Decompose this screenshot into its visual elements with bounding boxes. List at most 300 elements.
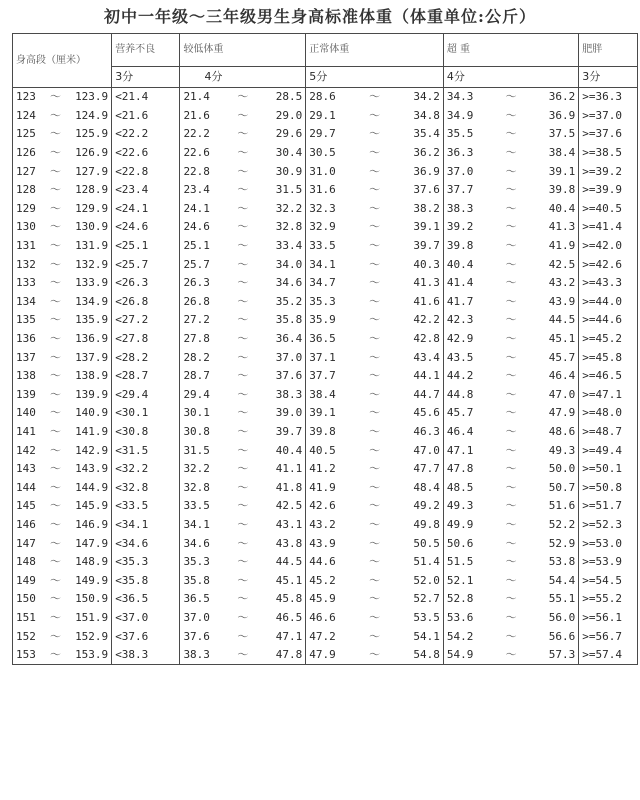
low-weight-cell-from: 37.6 — [183, 629, 210, 643]
range-separator: ～ — [237, 592, 249, 606]
height-range-cell — [13, 88, 112, 107]
malnutrition-cell: <21.6 — [112, 107, 180, 126]
overweight-cell — [443, 478, 578, 497]
range-separator: ～ — [237, 424, 249, 438]
normal-weight-cell — [306, 237, 444, 256]
malnutrition-score: 3分 — [112, 67, 180, 88]
table-row — [13, 386, 638, 405]
table-row — [13, 571, 638, 590]
table-row — [13, 609, 638, 628]
height-range-cell-to: 136.9 — [75, 332, 109, 346]
height-range-cell — [13, 423, 112, 442]
low-weight-cell-to: 41.1 — [275, 462, 303, 476]
normal-weight-cell-from: 41.2 — [309, 462, 336, 476]
normal-weight-cell-from: 29.1 — [309, 108, 336, 122]
normal-weight-cell-to: 53.5 — [413, 610, 440, 624]
obese-cell: >=44.6 — [579, 311, 638, 330]
malnutrition-cell: <25.7 — [112, 255, 180, 274]
obese-cell: >=38.5 — [579, 144, 638, 163]
obese-cell: >=46.5 — [579, 367, 638, 386]
range-separator: ～ — [237, 276, 249, 290]
obese-score: 3分 — [579, 67, 638, 88]
low-weight-cell — [180, 88, 306, 107]
overweight-cell-to: 39.8 — [548, 183, 576, 197]
overweight-cell-to: 45.7 — [548, 350, 576, 364]
overweight-cell-to: 41.9 — [548, 239, 576, 253]
height-range-cell — [13, 460, 112, 479]
overweight-cell-to: 52.9 — [548, 536, 576, 550]
normal-weight-cell-from: 43.9 — [309, 536, 336, 550]
malnutrition-cell: <30.8 — [112, 423, 180, 442]
table-row — [13, 237, 638, 256]
height-range-cell — [13, 367, 112, 386]
height-column-header: 身高段（厘米） — [13, 34, 112, 88]
normal-weight-cell — [306, 590, 444, 609]
normal-weight-cell-to: 41.3 — [413, 276, 440, 290]
normal-weight-cell-from: 45.2 — [309, 573, 336, 587]
obese-cell: >=52.3 — [579, 516, 638, 535]
height-range-cell-to: 147.9 — [75, 536, 109, 550]
low-weight-cell — [180, 255, 306, 274]
overweight-cell — [443, 497, 578, 516]
range-separator: ～ — [369, 573, 381, 587]
obese-cell: >=41.4 — [579, 218, 638, 237]
height-range-cell-from: 141 — [16, 424, 36, 438]
low-weight-cell — [180, 534, 306, 553]
low-weight-cell-from: 28.7 — [183, 369, 210, 383]
low-weight-cell-to: 43.1 — [275, 517, 303, 531]
normal-weight-cell — [306, 516, 444, 535]
range-separator: ～ — [237, 406, 249, 420]
low-weight-cell-from: 33.5 — [183, 499, 210, 513]
table-row — [13, 200, 638, 219]
height-range-cell-to: 138.9 — [75, 369, 109, 383]
overweight-cell-to: 47.9 — [548, 406, 576, 420]
overweight-cell-to: 56.6 — [548, 629, 576, 643]
low-weight-cell — [180, 162, 306, 181]
normal-weight-cell — [306, 553, 444, 572]
normal-weight-cell-to: 48.4 — [413, 480, 440, 494]
height-range-cell-from: 153 — [16, 648, 36, 662]
low-weight-cell — [180, 609, 306, 628]
range-separator: ～ — [369, 648, 381, 662]
normal-weight-cell-from: 35.3 — [309, 294, 336, 308]
obese-cell: >=50.1 — [579, 460, 638, 479]
overweight-cell-from: 51.5 — [446, 555, 474, 569]
normal-weight-cell-from: 36.5 — [309, 332, 336, 346]
overweight-cell — [443, 330, 578, 349]
obese-cell: >=39.2 — [579, 162, 638, 181]
height-range-cell-from: 128 — [16, 183, 36, 197]
normal-weight-cell-to: 47.0 — [413, 443, 440, 457]
normal-weight-cell-to: 54.1 — [413, 629, 440, 643]
overweight-cell-from: 42.9 — [446, 332, 474, 346]
table-row — [13, 88, 638, 107]
overweight-cell-from: 38.3 — [446, 201, 474, 215]
low-weight-cell-from: 27.2 — [183, 313, 210, 327]
overweight-cell-from: 42.3 — [446, 313, 474, 327]
low-weight-cell-to: 39.7 — [275, 424, 303, 438]
normal-weight-cell — [306, 311, 444, 330]
range-separator: ～ — [505, 462, 517, 476]
height-range-cell-to: 139.9 — [75, 387, 109, 401]
height-range-cell-to: 153.9 — [75, 648, 109, 662]
range-separator: ～ — [49, 499, 61, 513]
low-weight-column-header: 较低体重 — [180, 34, 306, 67]
normal-weight-cell-from: 30.5 — [309, 146, 336, 160]
overweight-cell-to: 54.4 — [548, 573, 576, 587]
range-separator: ～ — [49, 555, 61, 569]
obese-cell: >=45.2 — [579, 330, 638, 349]
overweight-cell-from: 44.2 — [446, 369, 474, 383]
height-range-cell-from: 150 — [16, 592, 36, 606]
table-row — [13, 348, 638, 367]
height-range-cell-from: 133 — [16, 276, 36, 290]
normal-weight-cell-to: 52.0 — [413, 573, 440, 587]
range-separator: ～ — [49, 480, 61, 494]
normal-weight-cell-from: 33.5 — [309, 239, 336, 253]
low-weight-cell — [180, 348, 306, 367]
height-range-cell-to: 131.9 — [75, 239, 109, 253]
low-weight-cell — [180, 274, 306, 293]
normal-weight-cell — [306, 460, 444, 479]
normal-weight-cell-to: 41.6 — [413, 294, 440, 308]
table-body — [13, 88, 638, 665]
range-separator: ～ — [237, 127, 249, 141]
table-row — [13, 441, 638, 460]
low-weight-cell-from: 38.3 — [183, 648, 210, 662]
normal-weight-cell-from: 39.1 — [309, 406, 336, 420]
normal-weight-cell-to: 37.6 — [413, 183, 440, 197]
malnutrition-cell: <35.8 — [112, 571, 180, 590]
overweight-cell-from: 45.7 — [446, 406, 474, 420]
overweight-cell-from: 34.3 — [446, 90, 474, 104]
low-weight-cell — [180, 367, 306, 386]
low-weight-cell — [180, 553, 306, 572]
height-range-cell — [13, 386, 112, 405]
range-separator: ～ — [505, 648, 517, 662]
low-weight-cell — [180, 590, 306, 609]
normal-weight-cell-from: 45.9 — [309, 592, 336, 606]
normal-weight-cell — [306, 255, 444, 274]
height-range-cell — [13, 144, 112, 163]
normal-weight-cell-from: 38.4 — [309, 387, 336, 401]
overweight-cell-to: 36.2 — [548, 90, 576, 104]
height-range-cell-to: 126.9 — [75, 146, 109, 160]
normal-weight-cell — [306, 627, 444, 646]
overweight-cell-to: 37.5 — [548, 127, 576, 141]
range-separator: ～ — [505, 536, 517, 550]
height-range-cell-from: 125 — [16, 127, 36, 141]
normal-weight-cell-from: 40.5 — [309, 443, 336, 457]
overweight-cell-from: 41.4 — [446, 276, 474, 290]
normal-weight-cell-from: 41.9 — [309, 480, 336, 494]
range-separator: ～ — [49, 536, 61, 550]
low-weight-cell — [180, 181, 306, 200]
low-weight-cell-from: 28.2 — [183, 350, 210, 364]
height-range-cell-from: 124 — [16, 108, 36, 122]
range-separator: ～ — [49, 183, 61, 197]
header-row — [13, 34, 638, 67]
normal-weight-cell-from: 29.7 — [309, 127, 336, 141]
height-range-cell-from: 123 — [16, 90, 36, 104]
height-range-cell-from: 132 — [16, 257, 36, 271]
range-separator: ～ — [505, 350, 517, 364]
normal-weight-cell-from: 28.6 — [309, 90, 336, 104]
height-range-cell — [13, 311, 112, 330]
overweight-cell — [443, 162, 578, 181]
height-range-cell-from: 135 — [16, 313, 36, 327]
overweight-cell-from: 36.3 — [446, 146, 474, 160]
malnutrition-cell: <31.5 — [112, 441, 180, 460]
height-range-cell — [13, 107, 112, 126]
normal-weight-cell — [306, 107, 444, 126]
low-weight-cell-from: 34.6 — [183, 536, 210, 550]
low-weight-cell-from: 22.2 — [183, 127, 210, 141]
low-weight-cell — [180, 516, 306, 535]
range-separator: ～ — [505, 257, 517, 271]
height-range-cell-to: 146.9 — [75, 517, 109, 531]
range-separator: ～ — [237, 555, 249, 569]
overweight-cell — [443, 255, 578, 274]
overweight-cell — [443, 367, 578, 386]
overweight-cell-from: 39.2 — [446, 220, 474, 234]
overweight-cell — [443, 181, 578, 200]
height-range-cell — [13, 181, 112, 200]
height-range-cell — [13, 516, 112, 535]
low-weight-cell — [180, 311, 306, 330]
overweight-cell-from: 44.8 — [446, 387, 474, 401]
range-separator: ～ — [237, 387, 249, 401]
low-weight-cell — [180, 218, 306, 237]
normal-weight-cell-from: 47.9 — [309, 648, 336, 662]
height-range-cell-from: 136 — [16, 332, 36, 346]
height-range-cell — [13, 218, 112, 237]
obese-cell: >=39.9 — [579, 181, 638, 200]
height-range-cell-to: 143.9 — [75, 462, 109, 476]
table-row — [13, 107, 638, 126]
range-separator: ～ — [49, 387, 61, 401]
table-row — [13, 646, 638, 665]
range-separator: ～ — [369, 294, 381, 308]
low-weight-cell-from: 36.5 — [183, 592, 210, 606]
obese-cell: >=43.3 — [579, 274, 638, 293]
normal-weight-cell-from: 32.3 — [309, 201, 336, 215]
range-separator: ～ — [505, 369, 517, 383]
malnutrition-cell: <21.4 — [112, 88, 180, 107]
overweight-cell — [443, 423, 578, 442]
weight-standard-table — [12, 33, 638, 665]
range-separator: ～ — [237, 90, 249, 104]
range-separator: ～ — [49, 257, 61, 271]
normal-weight-cell — [306, 497, 444, 516]
low-weight-cell — [180, 293, 306, 312]
low-weight-cell-to: 40.4 — [275, 443, 303, 457]
obese-cell: >=55.2 — [579, 590, 638, 609]
low-weight-cell-to: 30.9 — [275, 164, 303, 178]
normal-weight-cell — [306, 218, 444, 237]
overweight-cell-to: 50.0 — [548, 462, 576, 476]
range-separator: ～ — [369, 276, 381, 290]
table-row — [13, 590, 638, 609]
table-row — [13, 367, 638, 386]
malnutrition-cell: <34.1 — [112, 516, 180, 535]
low-weight-cell — [180, 404, 306, 423]
normal-weight-column-header: 正常体重 — [306, 34, 444, 67]
normal-weight-cell — [306, 348, 444, 367]
low-weight-cell-to: 33.4 — [275, 239, 303, 253]
malnutrition-cell: <35.3 — [112, 553, 180, 572]
overweight-cell — [443, 348, 578, 367]
range-separator: ～ — [237, 146, 249, 160]
normal-weight-cell — [306, 441, 444, 460]
normal-weight-cell-to: 36.2 — [413, 146, 440, 160]
range-separator: ～ — [49, 629, 61, 643]
range-separator: ～ — [505, 573, 517, 587]
range-separator: ～ — [49, 313, 61, 327]
malnutrition-cell: <25.1 — [112, 237, 180, 256]
page-title: 初中一年级～三年级男生身高标准体重（体重单位:公斤） — [104, 7, 536, 26]
low-weight-cell-from: 24.1 — [183, 201, 210, 215]
range-separator: ～ — [505, 517, 517, 531]
height-range-cell-from: 140 — [16, 406, 36, 420]
malnutrition-cell: <27.8 — [112, 330, 180, 349]
malnutrition-cell: <22.6 — [112, 144, 180, 163]
normal-weight-cell-to: 44.7 — [413, 387, 440, 401]
table-row — [13, 255, 638, 274]
height-range-cell — [13, 237, 112, 256]
table-row — [13, 125, 638, 144]
overweight-cell-to: 53.8 — [548, 555, 576, 569]
range-separator: ～ — [237, 350, 249, 364]
obese-cell: >=36.3 — [579, 88, 638, 107]
range-separator: ～ — [505, 443, 517, 457]
table-row — [13, 627, 638, 646]
overweight-cell-from: 52.8 — [446, 592, 474, 606]
obese-cell: >=49.4 — [579, 441, 638, 460]
overweight-cell-from: 37.7 — [446, 183, 474, 197]
low-weight-cell — [180, 386, 306, 405]
range-separator: ～ — [237, 220, 249, 234]
normal-weight-cell — [306, 88, 444, 107]
normal-weight-cell — [306, 125, 444, 144]
obese-cell: >=53.0 — [579, 534, 638, 553]
overweight-cell-to: 40.4 — [548, 201, 576, 215]
height-range-cell-to: 129.9 — [75, 201, 109, 215]
range-separator: ～ — [505, 127, 517, 141]
range-separator: ～ — [237, 499, 249, 513]
overweight-cell-from: 49.9 — [446, 517, 474, 531]
height-range-cell-to: 150.9 — [75, 592, 109, 606]
range-separator: ～ — [369, 555, 381, 569]
height-range-cell-to: 151.9 — [75, 610, 109, 624]
range-separator: ～ — [49, 294, 61, 308]
range-separator: ～ — [49, 201, 61, 215]
low-weight-cell — [180, 125, 306, 144]
range-separator: ～ — [369, 127, 381, 141]
low-weight-cell-from: 26.3 — [183, 276, 210, 290]
range-separator: ～ — [49, 146, 61, 160]
overweight-cell-from: 53.6 — [446, 610, 474, 624]
height-range-cell-from: 145 — [16, 499, 36, 513]
normal-weight-cell-to: 54.8 — [413, 648, 440, 662]
obese-cell: >=37.6 — [579, 125, 638, 144]
range-separator: ～ — [369, 183, 381, 197]
overweight-cell — [443, 293, 578, 312]
malnutrition-cell: <37.6 — [112, 627, 180, 646]
low-weight-cell-to: 44.5 — [275, 555, 303, 569]
range-separator: ～ — [49, 276, 61, 290]
normal-weight-cell-from: 34.7 — [309, 276, 336, 290]
overweight-cell-to: 44.5 — [548, 313, 576, 327]
low-weight-cell-from: 29.4 — [183, 387, 210, 401]
range-separator: ～ — [49, 517, 61, 531]
range-separator: ～ — [505, 555, 517, 569]
low-weight-cell — [180, 237, 306, 256]
overweight-cell-from: 40.4 — [446, 257, 474, 271]
low-weight-cell-to: 35.8 — [275, 313, 303, 327]
range-separator: ～ — [237, 239, 249, 253]
malnutrition-cell: <26.3 — [112, 274, 180, 293]
height-range-cell — [13, 627, 112, 646]
range-separator: ～ — [369, 387, 381, 401]
table-row — [13, 478, 638, 497]
low-weight-cell-from: 26.8 — [183, 294, 210, 308]
malnutrition-cell: <30.1 — [112, 404, 180, 423]
overweight-cell — [443, 386, 578, 405]
normal-weight-cell-to: 38.2 — [413, 201, 440, 215]
range-separator: ～ — [369, 108, 381, 122]
height-range-cell-from: 142 — [16, 443, 36, 457]
overweight-column-header: 超 重 — [443, 34, 578, 67]
height-range-cell-to: 124.9 — [75, 108, 109, 122]
overweight-cell-to: 41.3 — [548, 220, 576, 234]
range-separator: ～ — [369, 201, 381, 215]
range-separator: ～ — [237, 573, 249, 587]
obese-cell: >=37.0 — [579, 107, 638, 126]
range-separator: ～ — [237, 332, 249, 346]
malnutrition-cell: <23.4 — [112, 181, 180, 200]
overweight-cell-to: 45.1 — [548, 332, 576, 346]
low-weight-cell — [180, 646, 306, 665]
normal-weight-cell-to: 34.8 — [413, 108, 440, 122]
table-row — [13, 497, 638, 516]
low-weight-cell-from: 30.1 — [183, 406, 210, 420]
low-weight-cell-from: 27.8 — [183, 332, 210, 346]
malnutrition-cell: <28.2 — [112, 348, 180, 367]
low-weight-cell — [180, 460, 306, 479]
low-weight-cell-to: 37.6 — [275, 369, 303, 383]
low-weight-cell-from: 35.3 — [183, 555, 210, 569]
overweight-cell — [443, 441, 578, 460]
range-separator: ～ — [237, 183, 249, 197]
low-weight-cell-from: 32.8 — [183, 480, 210, 494]
height-range-cell — [13, 590, 112, 609]
height-range-cell — [13, 200, 112, 219]
range-separator: ～ — [369, 332, 381, 346]
height-range-cell-to: 123.9 — [75, 90, 109, 104]
height-range-cell-from: 139 — [16, 387, 36, 401]
malnutrition-cell: <34.6 — [112, 534, 180, 553]
height-range-cell — [13, 348, 112, 367]
low-weight-cell — [180, 571, 306, 590]
range-separator: ～ — [49, 443, 61, 457]
range-separator: ～ — [369, 220, 381, 234]
height-range-cell-from: 151 — [16, 610, 36, 624]
normal-weight-cell — [306, 181, 444, 200]
range-separator: ～ — [505, 201, 517, 215]
range-separator: ～ — [369, 517, 381, 531]
